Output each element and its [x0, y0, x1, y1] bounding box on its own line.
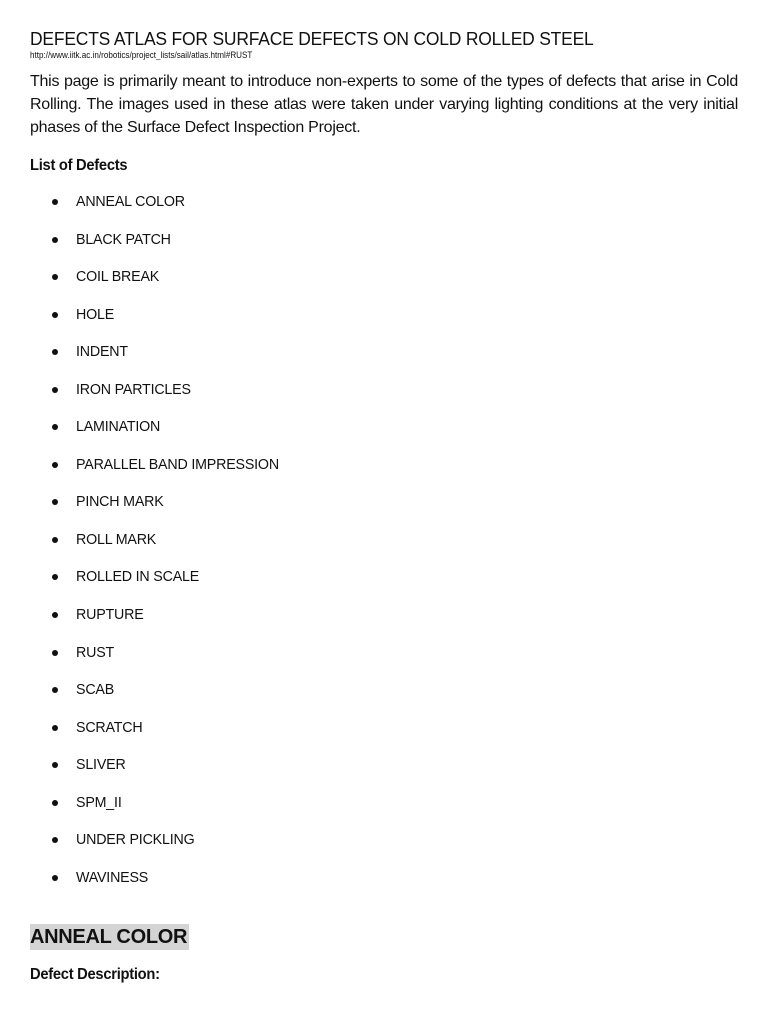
list-item — [30, 417, 738, 455]
defect-link[interactable]: BLACK PATCH — [76, 230, 171, 248]
defect-link[interactable]: RUPTURE — [76, 606, 144, 624]
defect-link[interactable]: COIL BREAK — [76, 268, 160, 286]
bullet-icon — [52, 537, 58, 543]
document-page — [30, 28, 738, 983]
list-item — [30, 492, 738, 530]
list-item — [30, 230, 738, 268]
bullet-icon — [52, 237, 58, 243]
list-item — [30, 793, 738, 831]
defect-link[interactable]: RUST — [76, 643, 115, 661]
bullet-icon — [52, 274, 58, 280]
list-item — [30, 755, 738, 793]
list-item — [30, 605, 738, 643]
list-heading: List of Defects — [30, 157, 128, 174]
list-item — [30, 868, 738, 906]
defect-description-label: Defect Description: — [30, 966, 160, 983]
page-title: DEFECTS ATLAS FOR SURFACE DEFECTS ON COLD ROLLED STEEL — [30, 29, 594, 49]
list-item — [30, 530, 738, 568]
defect-link[interactable]: ROLL MARK — [76, 530, 157, 548]
list-item — [30, 305, 738, 343]
bullet-icon — [52, 687, 58, 693]
bullet-icon — [52, 462, 58, 468]
section-heading: ANNEAL COLOR — [30, 926, 188, 948]
defect-link[interactable]: PINCH MARK — [76, 493, 164, 511]
defect-link[interactable]: IRON PARTICLES — [76, 380, 191, 398]
bullet-icon — [52, 650, 58, 656]
bullet-icon — [52, 574, 58, 580]
list-item — [30, 643, 738, 681]
defect-link[interactable]: SLIVER — [76, 756, 126, 774]
bullet-icon — [52, 199, 58, 205]
list-item — [30, 680, 738, 718]
list-item — [30, 455, 738, 493]
intro-paragraph: This page is primarily meant to introduce non-experts to some of the types of defects that arise in Cold Rolling. The images used in these atlas were taken under varying lighting conditions at the very initial phases of the Surface Defect Inspection Project. — [30, 73, 738, 136]
bullet-icon — [52, 762, 58, 768]
list-item — [30, 567, 738, 605]
defect-link[interactable]: PARALLEL BAND IMPRESSION — [76, 455, 279, 473]
defect-link[interactable]: WAVINESS — [76, 868, 149, 886]
bullet-icon — [52, 725, 58, 731]
bullet-icon — [52, 800, 58, 806]
list-item — [30, 718, 738, 756]
source-url: http://www.iitk.ac.in/robotics/project_lists/sail/atlas.html#RUST — [30, 50, 253, 60]
bullet-icon — [52, 312, 58, 318]
list-item — [30, 192, 738, 230]
bullet-icon — [52, 612, 58, 618]
bullet-icon — [52, 837, 58, 843]
bullet-icon — [52, 875, 58, 881]
bullet-icon — [52, 499, 58, 505]
defect-link[interactable]: SPM_II — [76, 793, 122, 811]
defect-link[interactable]: SCAB — [76, 681, 115, 699]
bullet-icon — [52, 387, 58, 393]
list-item — [30, 267, 738, 305]
defect-link[interactable]: SCRATCH — [76, 718, 143, 736]
defect-link[interactable]: ROLLED IN SCALE — [76, 568, 200, 586]
defect-link[interactable]: INDENT — [76, 343, 128, 361]
defect-list — [30, 192, 738, 905]
defect-link[interactable]: UNDER PICKLING — [76, 831, 195, 849]
defect-link[interactable]: ANNEAL COLOR — [76, 193, 185, 210]
defect-link[interactable]: LAMINATION — [76, 418, 161, 436]
defect-link[interactable]: HOLE — [76, 305, 115, 323]
list-item — [30, 342, 738, 380]
list-item — [30, 830, 738, 868]
list-item — [30, 380, 738, 418]
bullet-icon — [52, 349, 58, 355]
bullet-icon — [52, 424, 58, 430]
